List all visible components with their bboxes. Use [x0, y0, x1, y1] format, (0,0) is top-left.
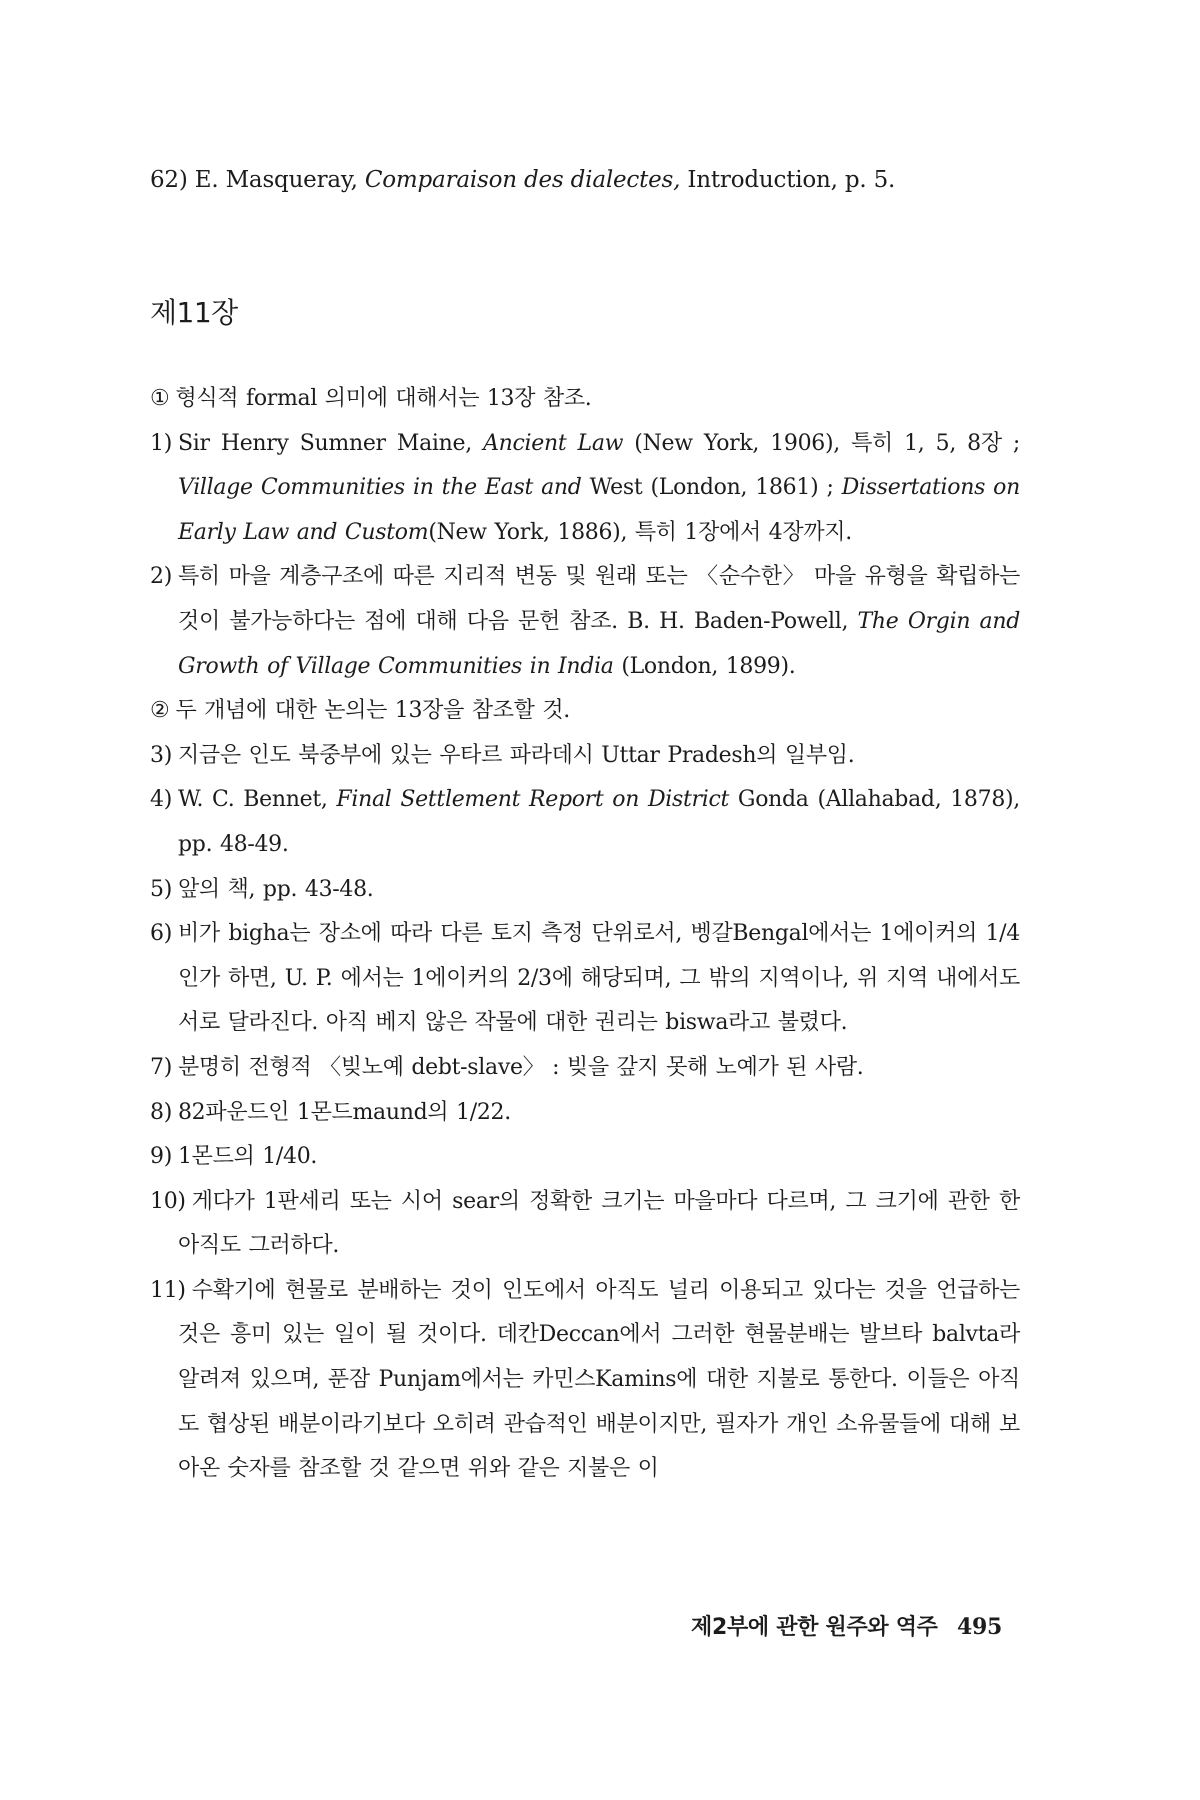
- note-text: 형식적 formal 의미에 대해서는 13장 참조.: [175, 386, 592, 411]
- endnotes-list: [150, 377, 1020, 1492]
- note-italic-text: The Orgin and Growth of Village Communities in India: [178, 608, 1020, 679]
- note-marker: 6): [150, 921, 172, 947]
- note-text: Sir Henry Sumner Maine,: [177, 430, 484, 456]
- note-marker: 4): [150, 787, 172, 813]
- chapter-heading: 제11장: [150, 296, 238, 329]
- note-text: (New York, 1906), 특히 1, 5, 8장 ;: [623, 430, 1020, 456]
- endnote-item: [150, 1091, 1020, 1136]
- note-text: 지금은 인도 북중부에 있는 우타르 파라데시 Uttar Pradesh의 일부임.: [177, 742, 855, 768]
- endnote-item: [150, 1135, 1020, 1180]
- note-text: 1몬드의 1/40.: [177, 1144, 318, 1170]
- endnote-item: [150, 555, 1020, 689]
- note-text: 게다가 1판세리 또는 시어 sear의 정확한 크기는 마을마다 다르며, 그 크기에 관한 한 아직도 그러하다.: [178, 1188, 1020, 1259]
- note-text: 앞의 책, pp. 43-48.: [177, 876, 374, 902]
- note-italic-text: Final Settlement Report on District: [336, 787, 730, 813]
- note-text: (London, 1899).: [613, 653, 796, 679]
- note-text: 82파운드인 1몬드maund의 1/22.: [177, 1099, 511, 1125]
- note-text: 분명히 전형적 〈빚노예 debt-slave〉 : 빚을 갚지 못해 노예가 된 사람.: [177, 1054, 864, 1080]
- note-marker: 9): [150, 1144, 172, 1170]
- note-text: Gonda (Allahabad, 1878), pp. 48-49.: [178, 787, 1020, 857]
- note-62: [150, 163, 895, 197]
- note-author: E. Masqueray,: [194, 167, 358, 193]
- note-text: W. C. Bennet,: [177, 787, 337, 813]
- endnote-item: [150, 689, 1020, 734]
- endnote-item: [150, 778, 1020, 867]
- note-marker: 8): [150, 1099, 172, 1125]
- note-marker: 3): [150, 742, 172, 768]
- note-rest: Introduction, p. 5.: [687, 167, 896, 193]
- note-italic-text: Ancient Law: [483, 430, 624, 456]
- note-text: 수확기에 현물로 분배하는 것이 인도에서 아직도 널리 이용되고 있다는 것을 언급하는 것은 흥미 있는 일이 될 것이다. 데칸Deccan에서 그러한 현물분배는 발브타 balvta라 알려져 있으며, 푼잠 Punjam에서는 카민스Kamins에 대한 지불로 통한다. 이들은 아직도 협상된 배분이라기보다 오히려 관습적인 배분이지만, 필자가 개인 소유물들에 대해 보아온 숫자를 참조할 것 같으면 위와 같은 지불은 이: [178, 1277, 1020, 1482]
- note-marker: ②: [150, 698, 170, 724]
- endnote-item: [150, 377, 1020, 422]
- note-marker: 2): [150, 564, 172, 590]
- page-footer: [691, 1612, 1002, 1643]
- endnote-item: [150, 1046, 1020, 1091]
- endnote-item: [150, 1269, 1020, 1492]
- note-marker: 11): [150, 1277, 186, 1303]
- note-italic-text: Village Communities in the East and: [178, 475, 582, 501]
- note-marker: 7): [150, 1054, 172, 1080]
- note-marker: 5): [150, 876, 172, 902]
- note-text: (New York, 1886), 특히 1장에서 4장까지.: [428, 519, 852, 545]
- endnote-item: [150, 1180, 1020, 1269]
- running-title: 제2부에 관한 원주와 역주: [691, 1615, 938, 1640]
- endnote-item: [150, 422, 1020, 556]
- note-text: West (London, 1861) ;: [581, 475, 842, 501]
- endnote-item: [150, 912, 1020, 1046]
- page-number: 495: [956, 1614, 1002, 1640]
- endnote-item: [150, 734, 1020, 779]
- note-text: 두 개념에 대한 논의는 13장을 참조할 것.: [175, 698, 570, 724]
- note-text: 특히 마을 계층구조에 따른 지리적 변동 및 원래 또는 〈순수한〉 마을 유형을 확립하는 것이 불가능하다는 점에 대해 다음 문헌 참조. B. H. Baden-Powell,: [177, 564, 1020, 634]
- note-italic-text: Dissertations on Early Law and Custom: [178, 475, 1020, 545]
- note-text: 비가 bigha는 장소에 따라 다른 토지 측정 단위로서, 벵갈Bengal에서는 1에이커의 1/4인가 하면, U. P. 에서는 1에이커의 2/3에 해당되며, 그 밖의 지역이나, 위 지역 내에서도 서로 달라진다. 아직 베지 않은 작물에 대한 권리는 biswa라고 불렸다.: [177, 921, 1020, 1036]
- note-marker: ①: [150, 386, 170, 411]
- note-title: Comparaison des dialectes,: [364, 167, 681, 193]
- endnote-item: [150, 868, 1020, 913]
- note-marker: 1): [150, 430, 172, 456]
- note-marker: 62): [150, 167, 188, 193]
- note-marker: 10): [150, 1188, 186, 1214]
